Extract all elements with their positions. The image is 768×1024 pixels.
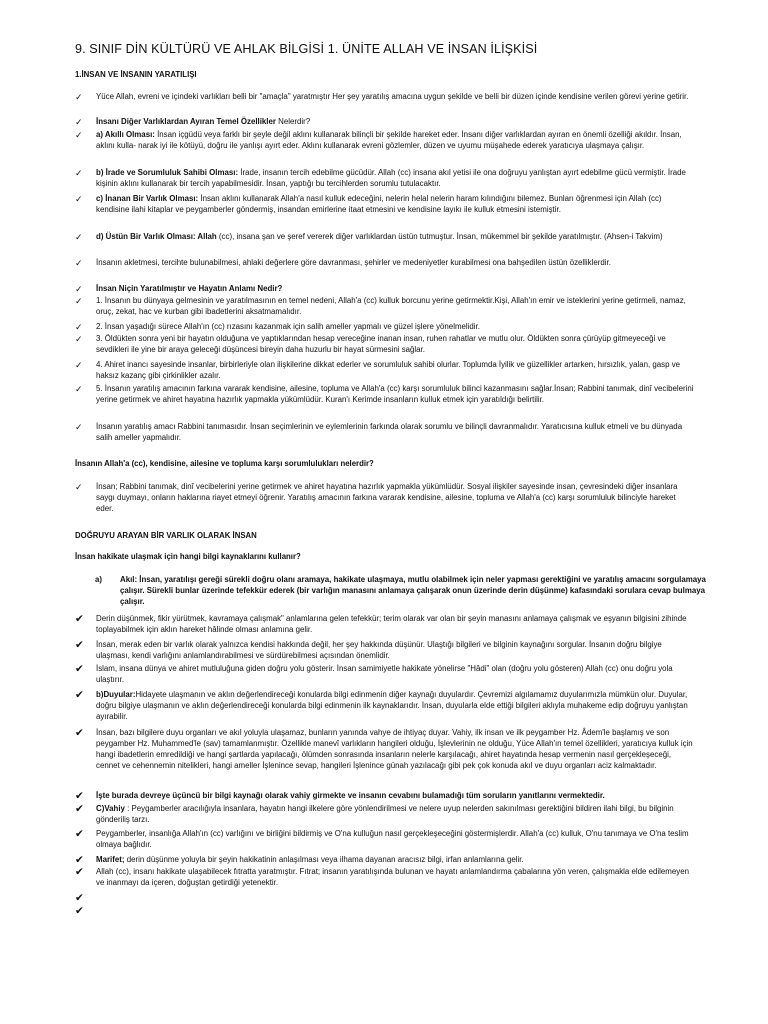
list-item-body: 3. Öldükten sonra yeni bir hayatın olduğuna ve yaptıklarından hesap vereceğine inanan insan, ruhen rahatlar ve mutlu olur. Öldükten sonra çürüyüp gitmeyeceği ve sevdikleri ile yine bir araya geleceği düşüncesi bireyin daha huzurlu bir hayat sürmesini sağlar.: [96, 334, 666, 354]
section3-subheading: İnsan hakikate ulaşmak için hangi bilgi kaynaklarını kullanır?: [75, 552, 301, 561]
check-icon: ✔: [75, 905, 84, 917]
check-icon: ✓: [75, 482, 83, 492]
list-item-body: İnsan, bazı bilgilere duyu organları ve akıl yoluyla ulaşamaz, bunların yanında vahye de ihtiyaç duyar. Vahiy, ilk insan ve ilk peygamber Hz. Âdem'le başlamış ve son peygamber Hz. Muhammed'le (sav) tamamlanmıştır. Özellikle manevî varlıkların hangileri olduğu, İşlevlerinin ne olduğu, Yüce Allah'ın temel özellikleri, yaratıcıya kulluk için hangi ibadetlerin emredildiği ve hangi şartlarda yapılacağı, ölümden sonrasında insanların nelerle karşılacağı, ahiret hayatında hesap vermenin nasıl gerçekleşeceği, cennet ve cehennemin nitelikleri, hangi ameller İşlenince sevap, hangileri İşlenince günah yazılacağı gibi pek çok konuda akıl ve duyu organları aciz kalmaktadır.: [96, 728, 693, 770]
list-item-body: 2. İnsan yaşadığı sürece Allah'ın (cc) rızasını kazanmak için salih ameller yapmalı ve güzel işlere yönelmelidir.: [96, 322, 480, 331]
akil-text: Akıl: İnsan, yaratılışı gereği sürekli doğru olanı aramaya, hakikate ulaşmaya, mutlu olabilmek için neler yapması gerektiğini ve yaratılış amacını sorgulamaya çalışır. Sürekli bunlar üzerinde tefekkür ederek (bir varlığın manasını anlamaya çalışarak onun üzerinde derin düşünme) kafasındaki sorulara cevap bulmaya çalışır.: [120, 575, 706, 606]
list-item-bold: İşte burada devreye üçüncü bir bilgi kaynağı olarak vahiy girmekte ve insanın cevabını bulamadığı tüm soruların yanıtlarını vermektedir.: [96, 791, 605, 800]
list-item-body: İnsanın yaratılış amacı Rabbini tanımasıdır. İnsan seçimlerinin ve eylemlerinin farkında olarak sorumlu ve bilinçli davranmalıdır. Yaratıcısına kulluk etmeli ve bu dünyada salih ameller yapmalıdır.: [96, 422, 683, 442]
section1-list-item: [75, 360, 695, 382]
list-item-body: 4. Ahiret inancı sayesinde insanlar, birbirleriyle olan ilişkilerine dikkat ederler ve sorumluluk sahibi olurlar. Toplumda İyilik ve güzellikler artarken, hırsızlık, yalan, gasp ve haksız kazanç gibi çirkinlikler azalır.: [96, 360, 681, 380]
list-item-bold: b) İrade ve Sorumluluk Sahibi Olması:: [96, 168, 239, 177]
page-title: 9. SINIF DİN KÜLTÜRÜ VE AHLAK BİLGİSİ 1. ÜNİTE ALLAH VE İNSAN İLİŞKİSİ: [75, 42, 538, 56]
check-icon: ✔: [75, 892, 84, 904]
section1-list-item: [75, 422, 695, 444]
section1-list-item: [75, 232, 695, 243]
section2-heading: İnsanın Allah'a (cc), kendisine, ailesine ve topluma karşı sorumlulukları nelerdir?: [75, 459, 374, 468]
list-item-bold: a) Akıllı Olması:: [96, 130, 155, 139]
list-item-body: derin düşünme yoluyla bir şeyin hakikatinin anlaşılması veya ilhama dayanan aracısız bilgi, irfan anlamlarına gelir.: [124, 855, 524, 864]
list-item-bold: Marifet;: [96, 855, 125, 864]
list-item-text: [96, 117, 695, 128]
check-icon: ✓: [75, 92, 83, 102]
section1-list-item: [75, 334, 695, 356]
check-icon: ✔: [75, 639, 84, 651]
check-icon: ✔: [75, 613, 84, 625]
list-item-text: [96, 482, 695, 515]
check-icon: ✓: [75, 232, 83, 242]
list-item-text: [96, 194, 695, 216]
list-item-text: [96, 130, 695, 152]
list-item-text: [96, 360, 695, 382]
list-item-text: [96, 284, 695, 295]
section3-list-item: [75, 690, 695, 723]
check-icon: ✔: [75, 828, 84, 840]
check-icon: ✓: [75, 117, 83, 127]
akil-item: [95, 575, 715, 608]
list-item-body: 1. İnsanın bu dünyaya gelmesinin ve yaratılmasının en temel nedeni, Allah'a (cc) kulluk borcunu yerine getirmektir.Kişi, Allah'ın emir ve isteklerini yerine getirmeli, namaz, oruç, zekat, hac ve kurban gibi ibadetlerini aksatmamalıdır.: [96, 296, 686, 316]
list-item-text: [96, 829, 695, 851]
section1-list-item: [75, 284, 695, 295]
section3-list-item: [75, 867, 695, 889]
section1-list-item: [75, 194, 695, 216]
section1-list-item: [75, 117, 695, 128]
check-icon: ✓: [75, 194, 83, 204]
list-item-text: [96, 322, 695, 333]
check-icon: ✓: [75, 360, 83, 370]
list-item-body: İnsanın akletmesi, tercihte bulunabilmesi, ahlaki değerlere göre davranması, şehirler ve medeniyetler kurabilmesi ona bahşedilen üstün özelliklerdir.: [96, 258, 611, 267]
list-item-body: İrade, insanın tercih edebilme gücüdür. Allah (cc) insana akıl yetisi ile ona doğruyu yanlıştan ayırt edebilme gücü vermiştir. İrade kişinin aklını kullanarak bir tercih yapabilmesidir. İnsan, yaptığı bu tercihlerden sorumlu tutulacaktır.: [96, 168, 686, 188]
section3-list-item: [75, 728, 695, 772]
check-icon: ✓: [75, 384, 83, 394]
section1-list-item: [75, 258, 695, 269]
list-item-text: [96, 690, 695, 723]
list-item-body: Yüce Allah, evreni ve içindeki varlıkları belli bir "amaçla" yaratmıştır Her şey yaratılış amacına uygun şekilde ve belli bir düzen içinde kendisine verilen görevi yerine getirir.: [96, 92, 689, 101]
section3-list-item: [75, 791, 695, 802]
list-item-text: [96, 728, 695, 772]
list-item-text: [96, 614, 695, 636]
list-item-body: Peygamberler, insanlığa Allah'ın (cc) varlığını ve birliğini bildirmiş ve O'na kulluğun nasıl gerçekleşeceğini göstermişlerdir. Allah'a (cc) kulluk, O'nu tanımaya ve O'na teslim olmaya bağlıdır.: [96, 829, 689, 849]
list-item-text: [96, 855, 695, 866]
list-item-bold: b)Duyular:: [96, 690, 136, 699]
check-icon: ✓: [75, 322, 83, 332]
section3-list-item: [75, 855, 695, 866]
list-item-text: [96, 92, 695, 103]
list-item-bold: c) İnanan Bir Varlık Olması:: [96, 194, 199, 203]
check-icon: ✔: [75, 727, 84, 739]
list-item-body: İnsan aklını kullanarak Allah'a nasıl kulluk edeceğini, nelerin helal nelerin haram kılındığını bilemez. Bunları öğrenmesi için Allah (cc) kendisine ilahi kitaplar ve peygamberler göndermiş, insandan emirlerine itaat etmesini ve kendisine layıkı ile kulluk etmesini istemiştir.: [96, 194, 662, 214]
list-item-text: [96, 296, 695, 318]
section1-list-item: [75, 384, 695, 406]
list-item-body: Hidayete ulaşmanın ve aklın değerlendireceği konulardа bilgi edinmenin diğer kaynağı duyulardır. Çevremizi algılamamız duyularımızla mümkün olur. Duyular, doğru bilgiye ulaşmanın ve aklın değerlendireceği konularda bilgi edinmenin ilk kaynaklarıdır. İnsan, duyularla elde ettiği bilgileri aklıyla muhakeme edip doğruyu yanlıştan ayırabilir.: [96, 690, 688, 721]
list-item-body: İnsan; Rabbini tanımak, dinî vecibelerini yerine getirmek ve ahiret hayatına hazırlık yapmakla yükümlüdür. Sosyal ilişkiler sayesinde insan, çevresindeki diğer insanlara saygı duymayı, onların haklarına riayet etmeyi öğrenir. Yaratılış amacının farkına vararak kendisine, ailesine, topluma ve Allah'a (cc) karşı sorumluluk bilinciyle hareket eder.: [96, 482, 678, 513]
check-icon: ✓: [75, 168, 83, 178]
section1-list-item: [75, 92, 695, 103]
list-item-text: [96, 232, 695, 243]
list-item-text: [96, 791, 695, 802]
list-item-body: İslam, insana dünya ve ahiret mutluluğuna giden doğru yolu gösterir. İnsan samimiyetle hakikate yönelirse "Hâdi" olan (doğru yolu gösteren) Allah (cc) onu doğru yola ulaştırır.: [96, 664, 673, 684]
section1-list-item: [75, 322, 695, 333]
section3-list-item: [75, 614, 695, 636]
section1-list-item: [75, 168, 695, 190]
check-icon: ✓: [75, 130, 83, 140]
list-item-bold: C)Vahiy: [96, 804, 125, 813]
list-item-text: [96, 258, 695, 269]
check-icon: ✔: [75, 854, 84, 866]
list-item-text: [96, 867, 695, 889]
section3-list-item: [75, 804, 695, 826]
section3-list-item: [75, 664, 695, 686]
check-icon: ✔: [75, 663, 84, 675]
section3-list-item: [75, 829, 695, 851]
list-item-body: (cc), insana şan ve şeref vererek diğer varlıklardan üstün tutmuştur. İnsan, mükemmel bir şekilde yaratılmıştır. (Ahsen-i Takvim): [216, 232, 663, 241]
check-icon: ✓: [75, 284, 83, 294]
section2-list-item: [75, 482, 695, 515]
section1-list-item: [75, 296, 695, 318]
check-icon: ✔: [75, 689, 84, 701]
list-item-body: Nelerdir?: [275, 117, 311, 126]
list-item-text: [96, 804, 695, 826]
check-icon: ✓: [75, 258, 83, 268]
list-item-body: 5. İnsanın yaratılış amacının farkına vararak kendisine, ailesine, topluma ve Allah'a (cc) karşı sorumluluk bilinci kazanmasını sağlar.İnsan; Rabbini tanımak, dinî vecibelerini yerine getirmek ve ahiret hayatına hazırlık yapmakla yükümlüdür. Kuran'ı Kerimde insanların kulluk etmek için yaratıldığı belirtilir.: [96, 384, 694, 404]
list-item-body: İnsan, merak eden bir varlık olarak yalnızca kendisi hakkında değil, her şey hakkında düşünür. Ulaştığı bilgileri ve bilginin kaynağını sorgular. İnsanın doğru bilgiye ulaşması, kendi varlığını anlamlandırabilmesi ve sürdürebilmesi açısından önemlidir.: [96, 640, 662, 660]
list-item-body: Allah (cc), insanı hakikate ulaşabilecek fıtratta yaratmıştır. Fıtrat; insanın yaratılışında bulunan ve hayatı anlamlandırma çabalarına yön veren, çalışmakla elde edilemeyen ve inanmayı da içeren, doğuştan getirdiği yetenektir.: [96, 867, 689, 887]
check-icon: ✔: [75, 866, 84, 878]
section3-heading: DOĞRUYU ARAYAN BİR VARLIK OLARAK İNSAN: [75, 531, 257, 540]
list-item-text: [96, 664, 695, 686]
check-icon: ✔: [75, 803, 84, 815]
check-icon: ✓: [75, 422, 83, 432]
section3-list-item: [75, 640, 695, 662]
akil-label: a): [95, 575, 103, 584]
list-item-body: İnsan içgüdü veya farklı bir şeyle değil aklını kullanarak bilinçli bir şekilde hareket eder. İnsanı diğer varlıklardan ayıran en önemli özelliği akıldır. İnsan, aklını kulla- narak iyi ile kötüyü, doğru ile yanlışı ayırt eder. Aklını kullanarak evreni gözlemler, düzen ve uyumu müşahede ederek yaratıcıya ulaşmaya çalışır.: [96, 130, 682, 150]
list-item-body: : Peygamberler aracılığıyla insanlara, hayatın hangi ilkelere göre yönlendirilmesi ve nelere uyup nelerden sakınılması gerektiğini bildiren ilahi bilgi, bu bilginin gönderiliş tarzı.: [96, 804, 674, 824]
list-item-text: [96, 168, 695, 190]
section1-list-item: [75, 130, 695, 152]
list-item-bold: d) Üstün Bir Varlık Olması: Allah: [96, 232, 217, 241]
list-item-text: [96, 334, 695, 356]
list-item-text: [96, 640, 695, 662]
list-item-text: [96, 384, 695, 406]
check-icon: ✓: [75, 334, 83, 344]
list-item-text: [96, 422, 695, 444]
list-item-bold: İnsan Niçin Yaratılmıştır ve Hayatın Anlamı Nedir?: [96, 284, 283, 293]
list-item-bold: İnsanı Diğer Varlıklardan Ayıran Temel Özellikler: [96, 117, 276, 126]
section1-heading: 1.İNSAN VE İNSANIN YARATILIŞI: [75, 70, 197, 79]
list-item-body: Derin düşünmek, fikir yürütmek, kavramaya çalışmak" anlamlarına gelen tefekkür; terim olarak var olan bir şeyin manasını anlamaya çalışmak ve eşyanın bilgisini zihinde toplayabilmek için aklın hareket hâlinde olması anlamına gelir.: [96, 614, 687, 634]
check-icon: ✓: [75, 296, 83, 306]
check-icon: ✔: [75, 790, 84, 802]
